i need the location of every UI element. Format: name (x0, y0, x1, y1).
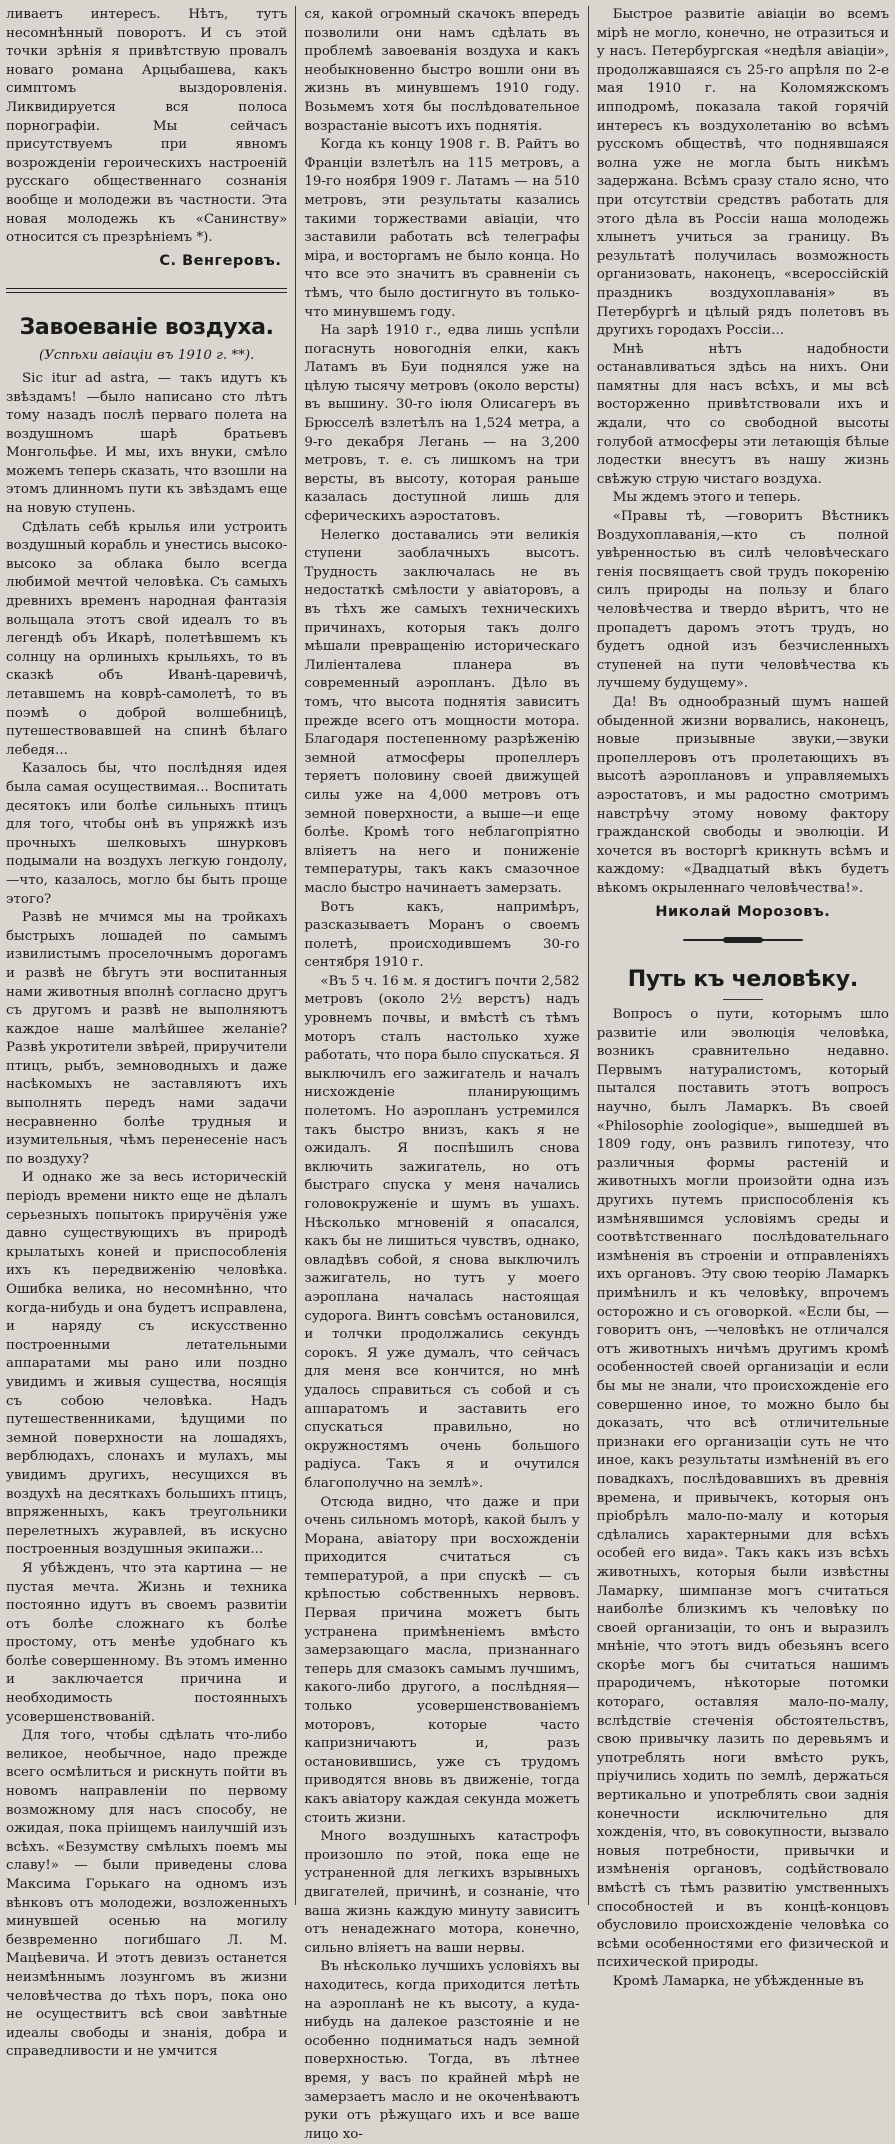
ornament-divider (683, 935, 803, 945)
paragraph: Казалось бы, что послѣдняя идея была самая осуществимая... Воспитать десятокъ или болѣе сильныхъ птицъ для того, чтобы онѣ въ упряжкѣ изъ прочныхъ шелковыхъ шнурковъ подымали на воздухъ легкую гондолу, —что, казалось, могло бы быть проще этого? (6, 761, 288, 907)
paragraph: Да! Въ однообразный шумъ нашей обыденной жизни ворвались, наконецъ, новые призывные звуки,—звуки пропеллеровъ отъ пролетающихъ въ высотѣ аэроплановъ и управляемыхъ аэростатовъ, и мы радостно смотримъ навстрѣчу этому новому фактору гражданской свободы и эволюціи. И хочется въ восторгѣ крикнуть всѣмъ и каждому: «Двадцатый вѣкъ будетъ вѣкомъ окрыленнаго человѣчества!». (596, 694, 889, 896)
article-subtitle-air: (Успѣхи авіаціи въ 1910 г. **). (39, 348, 255, 364)
paragraph: Вопросъ о пути, которымъ шло развитіе или эволюція человѣка, возникъ сравнительно недавно. Первымъ натуралистомъ, который пытался поставить этотъ вопросъ научно, былъ Ламаркъ. Въ своей «Philosophie zoologique», вышедшей въ 1809 году, онъ развилъ гипотезу, что различныя формы растеній и животныхъ могли произойти одна изъ другихъ путемъ приспособленія къ измѣнявшимся условіямъ среды и соотвѣтственнаго послѣдовательнаго измѣненія въ строеніи и отправленіяхъ ихъ органовъ. Эту свою теорію Ламаркъ примѣнилъ и къ человѣку, впрочемъ осторожно и съ оговоркой. «Если бы, —говоритъ онъ, —человѣкъ не отличался отъ животныхъ ничѣмъ другимъ кромѣ особенностей своей организаціи и если бы мы не знали, что происхожденіе его совершенно иное, то можно было бы доказать, что всѣ отличительные признаки его организаціи суть не что иное, какъ результаты измѣненій въ его повадкахъ, послѣдовавшихъ въ древнія времена, и привычекъ, которыя онъ пріобрѣлъ мало-по-малу и которыя сдѣлались характерными для всѣхъ особей его вида». Такъ какъ изъ всѣхъ животныхъ, которыя были извѣстны Ламарку, шимпанзе могъ считаться наиболѣе близкимъ къ человѣку по своей организаціи, то онъ и выразилъ мнѣніе, что этотъ видъ обезьянъ всего скорѣе могъ бы считаться нашимъ прародичемъ, нѣкоторые потомки котораго, оставляя мало-по-малу, вслѣдствіе стеченія обстоятельствъ, свою привычку лазить по деревьямъ и употреблять ноги вмѣсто рукъ, пріучились ходить по землѣ, держаться вертикально и употреблять свои заднія конечности исключительно для хожденія, что, въ совокупности, вызвало новыя потребности, привычки и измѣненія органовъ, содѣйствовало вмѣстѣ съ тѣмъ развитію умственныхъ способностей и въ концѣ-концовъ обусловило происхожденіе человѣка со всѣми особенностями его физической и психической природы. (596, 1007, 889, 1971)
paragraph: Нелегко доставались эти великія ступени заоблачныхъ высотъ. Трудность заключалась не въ недостаткѣ смѣлости у авіаторовъ, а въ тѣхъ же самыхъ техническихъ причинахъ, которыя такъ долго мѣшали превращенію историческаго Лиліенталева планера въ современный аэропланъ. Дѣло въ томъ, что высота поднятія зависитъ прежде всего отъ мощности мотора. Благодаря постепенному разрѣженію земной атмосферы пропеллеръ теряетъ половину своей движущей силы уже на 4,000 метровъ отъ земной поверхности, а выше—и еще болѣе. Кромѣ того неблагопріятно вліяетъ на него и пониженіе температуры, такъ какъ смазочное масло быстро начинаетъ замерзать. (304, 527, 580, 896)
article-title-air: Завоеваніе воздуха. (19, 315, 274, 341)
column-right (589, 6, 889, 1989)
signature-vengerov: С. Венгеровъ. (159, 252, 282, 269)
paragraph: Вотъ какъ, напримѣръ, разсказываетъ Моранъ о своемъ полетѣ, происходившемъ 30-го сентября 1910 г. (304, 899, 580, 971)
paragraph: Быстрое развитіе авіаціи во всемъ мірѣ не могло, конечно, не отразиться и у насъ. Петербургская «недѣля авіаціи», продолжавшаяся съ 25-го апрѣля по 2-е мая 1910 г. на Коломяжскомъ ипподромѣ, показала такой горячій интересъ къ воздухолетанію во всѣмъ русскомъ обществѣ, что поднявшаяся волна уже не могла быть никѣмъ задержана. Всѣмъ сразу стало ясно, что при отсутствіи средствъ работать для этого дѣла въ Россіи наша молодежь хлынетъ учиться за границу. Въ результатѣ получилась возможность организовать, наконецъ, «всероссійскій праздникъ воздухоплаванія» въ Петербургѣ и цѣлый рядъ полетовъ въ другихъ городахъ Россіи... (596, 7, 889, 339)
paragraph: Я убѣжденъ, что эта картина — не пустая мечта. Жизнь и техника постоянно идутъ въ своемъ развитіи отъ болѣе сложнаго къ болѣе простому, отъ менѣе удобнаго къ болѣе совершенному. Въ этомъ именно и заключается причина и необходимость постоянныхъ усовершенствованій. (6, 1560, 288, 1725)
paragraph: Много воздушныхъ катастрофъ произошло по этой, пока еще не устраненной для легкихъ взрывныхъ двигателей, причинѣ, и сознаніе, что ваша жизнь каждую минуту зависитъ отъ ненадежнаго мотора, конечно, сильно вліяетъ на ваши нервы. (304, 1829, 580, 1956)
paragraph: На зарѣ 1910 г., едва лишь успѣли погаснуть новогоднія елки, какъ Латамъ въ Буи поднялся уже на цѣлую тысячу метровъ (около версты) въ вышину. 30-го іюля Олисагеръ въ Брюсселѣ взлетѣлъ на 1,524 метра, а 9-го декабря Легань — на 3,200 метровъ, т. е. съ лишкомъ на три версты, въ высоту, которая раньше казалась доступной лишь для сферическихъ аэростатовъ. (304, 323, 580, 525)
article-title-path: Путь къ человѣку. (627, 967, 858, 993)
paragraph: Sic itur ad astra, — такъ идутъ къ звѣздамъ! —было написано сто лѣтъ тому назадъ послѣ перваго полета на воздушномъ шарѣ братьевъ Монгольфье. И мы, ихъ внуки, смѣло можемъ теперь сказать, что взошли на этомъ длинномъ пути къ звѣздамъ еще на новую ступень. (6, 370, 288, 517)
paragraph: Мнѣ нѣтъ надобности останавливаться здѣсь на нихъ. Они памятны для насъ всѣхъ, и мы всѣ восторженно привѣтствовали ихъ и ждали, что со свободной высоты голубой атмосферы эти летающія бѣлые лодестки внесутъ въ нашу жизнь свѣжую струю чистаго воздуха. (596, 341, 889, 487)
paragraph: Когда къ концу 1908 г. В. Райтъ во Франціи взлетѣлъ на 115 метровъ, а 19-го ноября 1909 г. Латамъ — на 510 метровъ, эти результаты казались такими торжествами авіаціи, что заставили работать всѣ телеграфы міра, и восторгамъ не было конца. Но что все это значитъ въ сравненіи съ тѣмъ, что было достигнуто въ только-что минувшемъ году. (304, 137, 580, 320)
signature-morozov: Николай Морозовъ. (655, 903, 831, 920)
column-left (6, 6, 295, 2060)
paragraph: ся, какой огромный скачокъ впередъ позволили они намъ сдѣлать въ проблемѣ завоеванія воздуха и какъ необыкновенно быстро вошли они въ жизнь въ минувшемъ 1910 году. Возьмемъ хотя бы послѣдовательное возрастаніе высотъ ихъ поднятія. (304, 7, 580, 134)
section-divider (6, 288, 287, 293)
paragraph: Въ нѣсколько лучшихъ условіяхъ вы находитесь, когда приходится летѣть на аэропланѣ не къ высоту, а куда-нибудь на далекое разстояніе и не особенно подниматься надъ земной поверхностью. Тогда, въ лѣтнее время, у васъ по крайней мѣрѣ не замерзаетъ масло и не окоченѣваютъ руки отъ рѣжущаго ихъ и все ваше лицо хо- (304, 1959, 580, 2142)
paragraph: Сдѣлать себѣ крылья или устроить воздушный корабль и унестись высоко-высоко за облака было всегда любимой мечтой человѣка. Съ самыхъ древнихъ временъ народная фантазія вольщала этотъ свой идеалъ то въ легендѣ объ Икарѣ, полетѣвшемъ къ солнцу на орлиныхъ крыльяхъ, то въ сказкѣ объ Иванѣ-царевичѣ, летавшемъ на коврѣ-самолетѣ, то въ поэмѣ о доброй волшебницѣ, путешествовавшей на спинѣ бѣлаго лебедя... (6, 519, 288, 758)
paragraph: И однако же за весь историческій періодъ времени никто еще не дѣлалъ серьезныхъ попытокъ приручёнія уже давно существующихъ въ природѣ крылатыхъ коней и приспособленія ихъ къ передвиженію человѣка. Ошибка велика, но несомнѣнно, что когда-нибудь и она будетъ исправлена, и наряду съ искусственно построенными летательными аппаратами мы рано или поздно увидимъ и живыя существа, носящія съ собою человѣка. Надъ путешественниками, ѣдущими по земной поверхности на лошадяхъ, верблюдахъ, слонахъ и мулахъ, мы увидимъ другихъ, несущихся въ воздухѣ на десяткахъ большихъ птицъ, впряженныхъ, какъ треугольники перелетныхъ журавлей, въ искусно построенныя воздушныя экипажи... (6, 1170, 288, 1558)
column-middle (296, 6, 587, 2142)
paragraph: Для того, чтобы сдѣлать что-либо великое, необычное, надо прежде всего осмѣлиться и рискнуть пойти въ новомъ направленіи по первому возможному для насъ способу, не ожидая, пока пріищемъ наилучшій изъ всѣхъ. «Безумству смѣлыхъ поемъ мы славу!» — были приведены слова Максима Горькаго на одномъ изъ вѣнковъ отъ молодежи, возложенныхъ минувшей осенью на могилу безвременно погибшаго Л. М. Мацѣевича. И этотъ девизъ останется неизмѣннымъ лозунгомъ въ жизни человѣчества до тѣхъ поръ, пока оно не осуществитъ всѣ свои завѣтные идеалы свободы и знанія, добра и справедливости и не умчится (6, 1728, 288, 2060)
paragraph: Мы ждемъ этого и теперь. (612, 490, 801, 506)
quote-paragraph: «Въ 5 ч. 16 м. я достигъ почти 2,582 метровъ (около 2½ верстъ) надъ уровнемъ почвы, и вмѣстѣ съ тѣмъ моторъ сталъ настолько хуже работать, что пора было спускаться. Я выключилъ его зажигатель и началъ нисхожденіе планирующимъ полетомъ. Но аэропланъ устремился такъ быстро внизъ, какъ я не ожидалъ. Я поспѣшилъ снова включить зажигатель, но отъ быстраго спуска у меня начались головокруженіе и шумъ въ ушахъ. Нѣсколько мгновеній я опасался, какъ бы не лишиться чувствъ, однако, овладѣвъ собой, я снова выключилъ зажигатель, но тутъ у моего аэроплана началась настоящая судорога. Винтъ совсѣмъ остановился, и толчки продолжались секундъ сорокъ. Я уже думалъ, что сейчасъ для меня все кончится, но мнѣ удалось справиться съ собой и съ аппаратомъ и заставить его спускаться правильно, но окружностямъ очень большого радіуса. Такъ я и очутился благополучно на землѣ». (304, 973, 580, 1491)
paragraph: Отсюда видно, что даже и при очень сильномъ моторѣ, какой былъ у Морана, авіатору при восхожденіи приходится считаться съ температурой, а при спускѣ — съ крѣпостью собственныхъ нервовъ. Первая причина можетъ быть устранена примѣненіемъ вмѣсто замерзающаго масла, признаннаго теперь для смазокъ самымъ лучшимъ, какого-либо другого, а послѣдняя—только усовершенствованіемъ моторовъ, которые часто капризничаютъ и, разъ остановившись, уже съ трудомъ приводятся вновь въ движеніе, тогда какъ авіатору каждая секунда можетъ стоить жизни. (304, 1494, 580, 1826)
lead-paragraph: ливаетъ интересъ. Нѣтъ, тутъ несомнѣнный поворотъ. И съ этой точки зрѣнія я привѣтствую провалъ новаго романа Арцыбашева, какъ симптомъ выздоровленія. Ликвидируется вся полоса порнографіи. Мы сейчасъ присутствуемъ при явномъ возрожденіи героическихъ настроеній русскаго общественнаго сознанія вообще и молодежи въ частности. Эта новая молодежь къ «Санинству» относится съ презрѣніемъ *). (6, 7, 288, 246)
paragraph: «Правы тѣ, —говоритъ Вѣстникъ Воздухоплаванія,—кто съ полной увѣренностью въ силѣ человѣческаго генія посвящаетъ свой трудъ покоренію силъ природы на пользу и благо человѣчества и твердо вѣритъ, что не пропадетъ даромъ этотъ трудъ, но будетъ одной изъ безчисленныхъ ступеней на пути человѣчества къ лучшему будущему». (596, 509, 889, 692)
paragraph: Развѣ не мчимся мы на тройкахъ быстрыхъ лошадей по самымъ извилистымъ проселочнымъ дорогамъ и развѣ не бѣгутъ эти воспитанныя нами животныя вполнѣ согласно другъ съ другомъ и развѣ не выполняютъ каждое наше малѣйшее желаніе? Развѣ укротители звѣрей, приручители птицъ, рыбъ, земноводныхъ и даже насѣкомыхъ не заставляютъ ихъ выполнять передъ нами задачи несравненно болѣе трудныя и изумительныя, чѣмъ перенесеніе насъ по воздуху? (6, 910, 288, 1167)
title-underline (723, 999, 763, 1000)
paragraph: Кромѣ Ламарка, не убѣжденные въ (612, 1973, 864, 1989)
